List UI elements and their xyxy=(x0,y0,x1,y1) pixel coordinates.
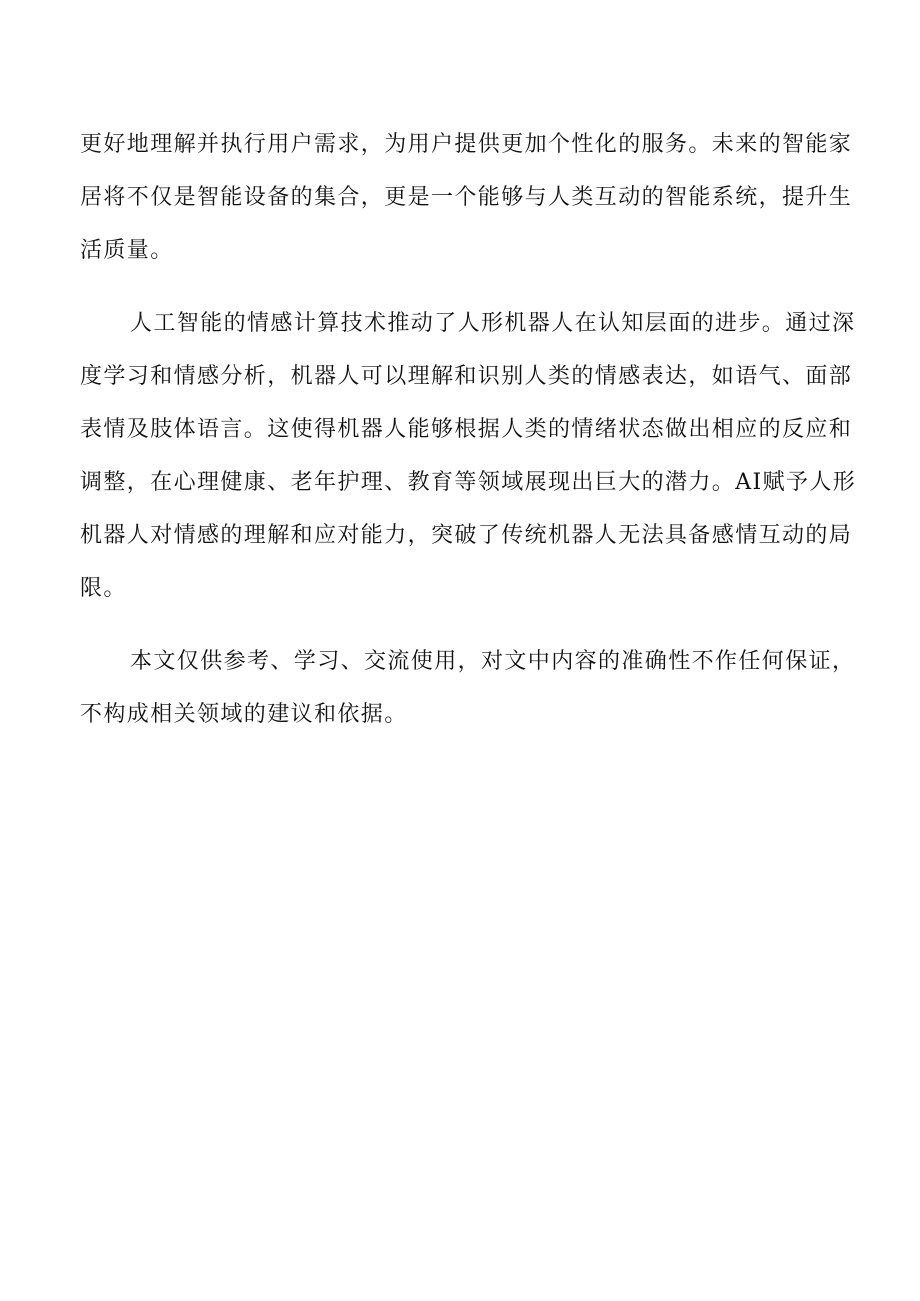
paragraph-gap xyxy=(80,615,840,635)
document-body xyxy=(80,118,857,741)
text-line: 限。 xyxy=(80,576,127,601)
text-line: 本文仅供参考、学习、交流使用，对文中内容的准确性不作任何保证， xyxy=(130,649,856,674)
text-line: 活质量。 xyxy=(80,238,174,263)
text-line: 不构成相关领域的建议和依据。 xyxy=(80,702,408,727)
text-line: 更好地理解并执行用户需求，为用户提供更加个性化的服务。未来的智能家 xyxy=(80,132,853,157)
text-line: 机器人对情感的理解和应对能力，突破了传统机器人无法具备感情互动的局 xyxy=(80,523,853,548)
text-line: 人工智能的情感计算技术推动了人形机器人在认知层面的进步。通过深 xyxy=(130,311,856,336)
text-line: 表情及肢体语言。这使得机器人能够根据人类的情绪状态做出相应的反应和 xyxy=(80,417,853,442)
paragraph-disclaimer xyxy=(80,635,856,741)
paragraph-affective-computing xyxy=(80,297,857,615)
text-line: 调整，在心理健康、老年护理、教育等领域展现出巨大的潜力。AI赋予人形 xyxy=(80,470,857,495)
text-line: 度学习和情感分析，机器人可以理解和识别人类的情感表达，如语气、面部 xyxy=(80,364,853,389)
text-line: 居将不仅是智能设备的集合，更是一个能够与人类互动的智能系统，提升生 xyxy=(80,185,853,210)
paragraph-smart-home xyxy=(80,118,853,277)
paragraph-gap xyxy=(80,277,840,297)
